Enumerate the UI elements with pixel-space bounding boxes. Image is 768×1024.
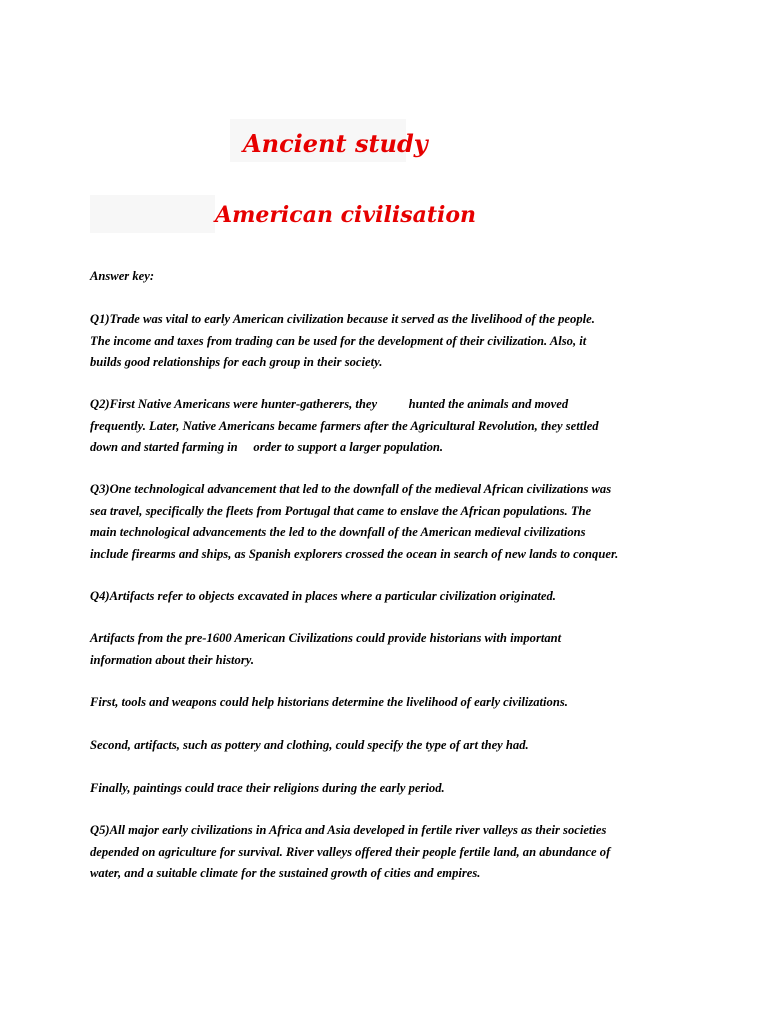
second-point bbox=[90, 735, 529, 757]
text-line: down and started farming in order to support a larger population. bbox=[90, 440, 444, 454]
text-line: The income and taxes from trading can be used for the development of their civilization. Also, it bbox=[90, 333, 587, 348]
text-line: Q2)First Native Americans were hunter-gatherers, they hunted the animals and moved bbox=[90, 397, 569, 411]
text-line: Second, artifacts, such as pottery and clothing, could specify the type of art they had. bbox=[90, 738, 529, 752]
first-point bbox=[90, 692, 568, 714]
document-subtitle: American civilisation bbox=[215, 202, 477, 228]
answer-q3 bbox=[90, 479, 618, 565]
subtitle-highlight-box bbox=[90, 195, 215, 233]
text-line: information about their history. bbox=[90, 652, 254, 667]
text-line: Q4)Artifacts refer to objects excavated in places where a particular civilization originated. bbox=[90, 589, 556, 603]
text-line: Answer key: bbox=[90, 269, 155, 283]
answer-q5 bbox=[90, 820, 610, 885]
answer-q1 bbox=[90, 309, 595, 374]
text-line: main technological advancements the led to the downfall of the American medieval civilizations bbox=[90, 525, 586, 539]
text-line: builds good relationships for each group in their society. bbox=[90, 355, 383, 369]
text-line: include firearms and ships, as Spanish explorers crossed the ocean in search of new lands to conquer. bbox=[90, 546, 619, 561]
text-line: sea travel, specifically the fleets from Portugal that came to enslave the African populations. The bbox=[90, 503, 592, 518]
text-line: Artifacts from the pre-1600 American Civilizations could provide historians with important bbox=[90, 631, 562, 645]
text-line: First, tools and weapons could help historians determine the livelihood of early civilizations. bbox=[90, 695, 568, 709]
answer-q4 bbox=[90, 586, 556, 608]
final-point bbox=[90, 778, 445, 800]
document-title: Ancient study bbox=[243, 129, 428, 158]
answer-q2 bbox=[90, 394, 599, 459]
answer-key-label bbox=[90, 266, 154, 288]
text-line: water, and a suitable climate for the sustained growth of cities and empires. bbox=[90, 866, 481, 880]
text-line: frequently. Later, Native Americans became farmers after the Agricultural Revolution, they settled bbox=[90, 418, 599, 433]
text-line: Finally, paintings could trace their religions during the early period. bbox=[90, 781, 445, 795]
text-line: depended on agriculture for survival. River valleys offered their people fertile land, an abundance of bbox=[90, 844, 611, 859]
text-line: Q1)Trade was vital to early American civilization because it served as the livelihood of the people. bbox=[90, 312, 595, 326]
text-line: Q3)One technological advancement that led to the downfall of the medieval African civilizations was bbox=[90, 482, 612, 496]
artifacts-intro bbox=[90, 628, 561, 671]
text-line: Q5)All major early civilizations in Africa and Asia developed in fertile river valleys as their societies bbox=[90, 823, 607, 837]
